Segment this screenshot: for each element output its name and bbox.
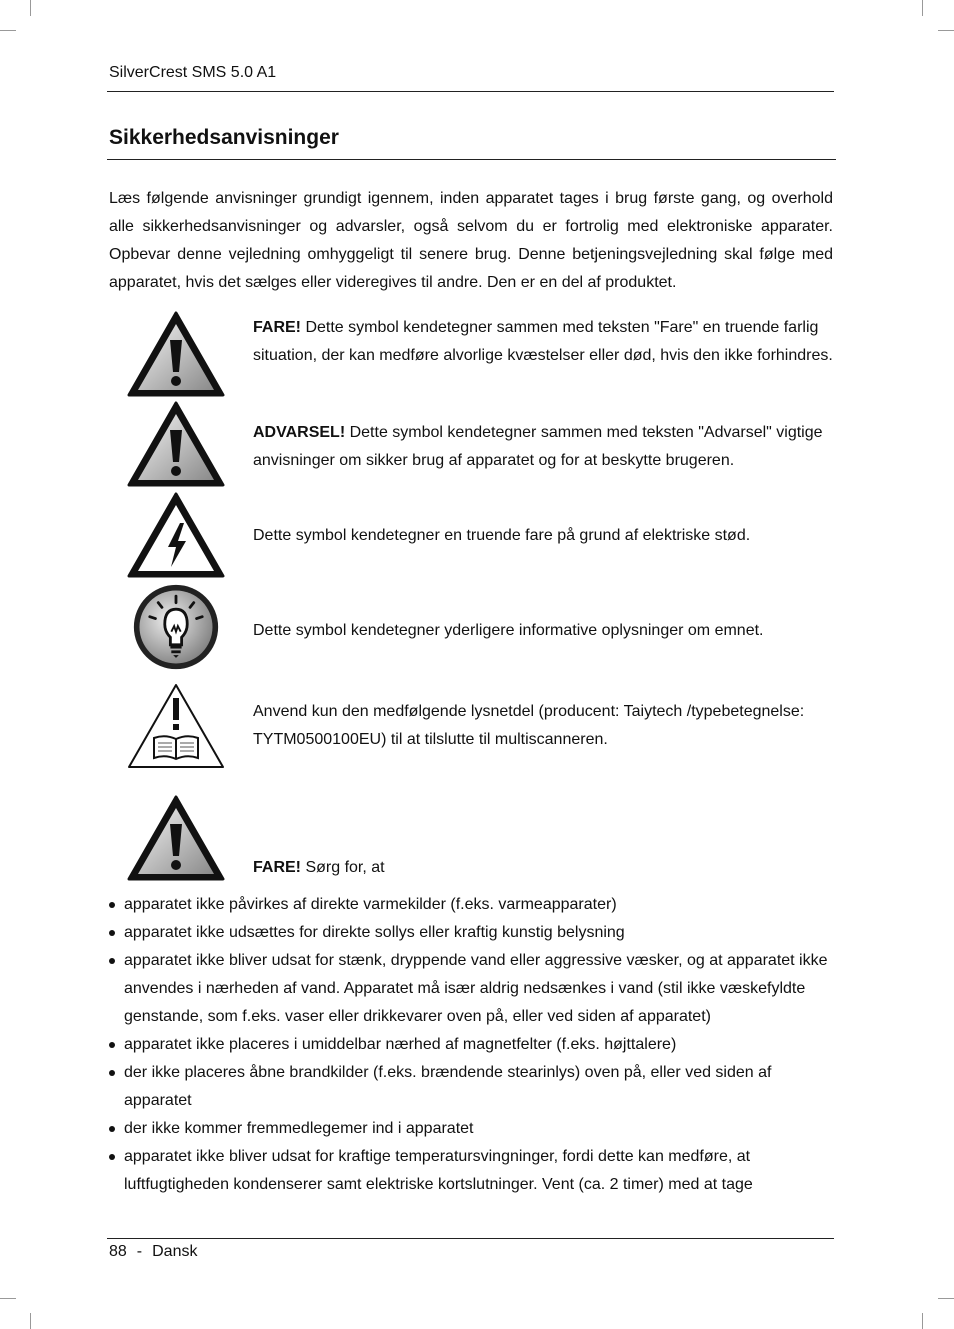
list-item-text: apparatet ikke påvirkes af direkte varmekilder (f.eks. varmeapparater): [124, 896, 617, 913]
intro-paragraph: Læs følgende anvisninger grundigt igennem, inden apparatet tages i brug første gang, og overhold alle sikkerhedsanvisninger og advarsler, også selvom du er fortrolig med elektroniske apparater. Opbevar denne vejledning omhyggeligt til senere brug. Denne betjeningsvejledning skal følge med apparatet, hvis det sælges eller videregives til andre. Den er en del af produktet.: [109, 190, 833, 291]
list-item: [109, 919, 833, 947]
list-item: [109, 1115, 833, 1143]
danger-warning-icon: [126, 794, 226, 882]
bullet-icon: [109, 930, 115, 936]
list-item: [109, 1143, 833, 1199]
list-item-text: apparatet ikke udsættes for direkte sollys eller kraftig kunstig belysning: [124, 924, 625, 941]
danger-description: Dette symbol kendetegner sammen med teksten "Fare" en truende farlig situation, der kan medføre alvorlige kvæstelser eller død, hvis den ikke forhindres.: [253, 319, 833, 364]
footer-language: Dansk: [152, 1243, 198, 1260]
crop-mark: [30, 1313, 31, 1329]
danger-symbol-text: [253, 314, 833, 370]
crop-mark: [0, 1298, 16, 1299]
danger-label: FARE!: [253, 319, 301, 336]
lightbulb-info-icon: [126, 583, 226, 671]
danger-label: FARE!: [253, 859, 301, 876]
crop-mark: [922, 1313, 923, 1329]
caution-warning-icon: [126, 400, 226, 488]
list-item: [109, 1031, 833, 1059]
header-divider: [107, 91, 834, 92]
bullet-icon: [109, 902, 115, 908]
caution-label: ADVARSEL!: [253, 424, 346, 441]
manual-symbol-text: Anvend kun den medfølgende lysnetdel (producent: Taiytech /typebetegnelse: TYTM0500100EU) til at tilslutte til multiscanneren.: [253, 703, 805, 748]
list-item: [109, 891, 833, 919]
list-item-text: apparatet ikke bliver udsat for stænk, dryppende vand eller aggressive væsker, og at apparatet ikke anvendes i nærheden af vand. Apparatet må især aldrig nedsænkes i vand (stil ikke væskefyldte genstande, som f.eks. vaser eller drikkevarer oven på, eller ved siden af apparatet): [124, 952, 828, 1025]
bullet-icon: [109, 1126, 115, 1132]
bullet-icon: [109, 1070, 115, 1076]
danger-warning-icon: [126, 310, 226, 398]
section-title: Sikkerhedsanvisninger: [109, 126, 339, 149]
caution-symbol-text: [253, 419, 833, 475]
electric-shock-icon: [126, 491, 226, 579]
footer-separator: -: [136, 1243, 143, 1260]
list-item-text: der ikke placeres åbne brandkilder (f.eks. brændende stearinlys) oven på, eller ved siden af apparatet: [124, 1064, 772, 1109]
list-item-text: apparatet ikke placeres i umiddelbar nærhed af magnetfelter (f.eks. højttalere): [124, 1036, 677, 1053]
crop-mark: [30, 0, 31, 16]
list-item: [109, 1059, 833, 1115]
electric-symbol-text: Dette symbol kendetegner en truende fare på grund af elektriske stød.: [253, 527, 751, 544]
bullet-icon: [109, 958, 115, 964]
crop-mark: [938, 30, 954, 31]
danger-intro-text: [253, 854, 833, 882]
section-divider: [107, 159, 836, 160]
running-header: SilverCrest SMS 5.0 A1: [109, 64, 277, 81]
crop-mark: [0, 30, 16, 31]
list-item: [109, 947, 833, 1031]
footer-divider: [107, 1238, 834, 1239]
bullet-icon: [109, 1042, 115, 1048]
read-manual-icon: [126, 682, 226, 770]
list-item-text: der ikke kommer fremmedlegemer ind i apparatet: [124, 1120, 474, 1137]
crop-mark: [922, 0, 923, 16]
safety-bullet-list: [109, 891, 833, 1199]
caution-description: Dette symbol kendetegner sammen med teksten "Advarsel" vigtige anvisninger om sikker brug af apparatet og for at beskytte brugeren.: [253, 424, 823, 469]
info-symbol-text: Dette symbol kendetegner yderligere informative oplysninger om emnet.: [253, 622, 764, 639]
page-footer: [109, 1243, 197, 1261]
crop-mark: [938, 1298, 954, 1299]
page-number: 88: [109, 1243, 127, 1260]
danger-description: Sørg for, at: [301, 859, 385, 876]
list-item-text: apparatet ikke bliver udsat for kraftige temperatursvingninger, fordi dette kan medføre, at luftfugtigheden kondenserer samt elektriske kortslutninger. Vent (ca. 2 timer) med at tage: [124, 1148, 753, 1193]
bullet-icon: [109, 1154, 115, 1160]
